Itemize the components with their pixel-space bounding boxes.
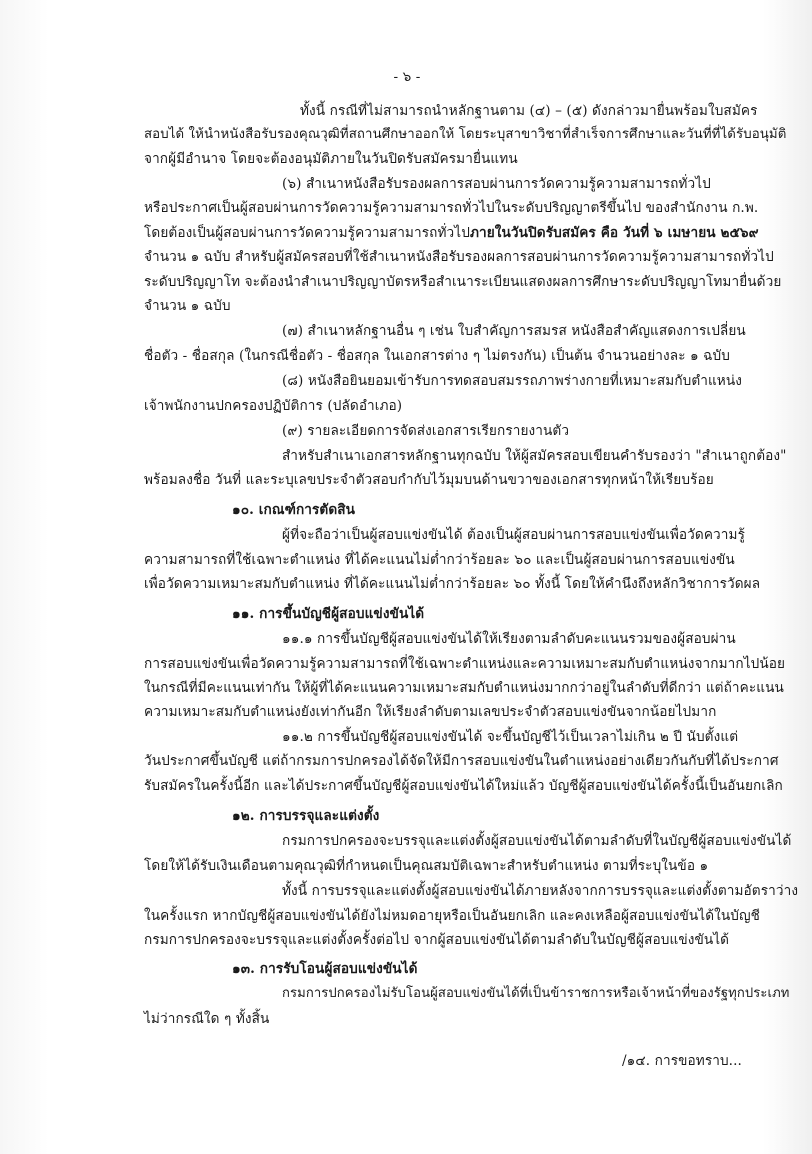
sec13-line-2: ไม่ว่ากรณีใด ๆ ทั้งสิ้น bbox=[144, 1011, 270, 1027]
sec12-p1-line-1: กรมการปกครองจะบรรจุและแต่งตั้งผู้สอบแข่งขันได้ตามลำดับที่ในบัญชีผู้สอบแข่งขันได้ bbox=[282, 833, 792, 849]
item-6-line-4: จำนวน ๑ ฉบับ สำหรับผู้สมัครสอบที่ใช้สำเนาหนังสือรับรองผลการสอบผ่านการวัดความรู้ความสามารถทั่วไป bbox=[144, 249, 774, 265]
sec11-p1-line-3: ในกรณีที่มีคะแนนเท่ากัน ให้ผู้ที่ได้คะแนนความเหมาะสมกับตำแหน่งมากกว่าอยู่ในลำดับที่ดีกว่า แต่ถ้าคะแนน bbox=[144, 680, 784, 696]
certify-line-1: สำหรับสำเนาเอกสารหลักฐานทุกฉบับ ให้ผู้สมัครสอบเขียนคำรับรองว่า "สำเนาถูกต้อง" bbox=[282, 448, 787, 464]
sec13-heading: ๑๓. การรับโอนผู้สอบแข่งขันได้ bbox=[232, 961, 418, 977]
item-8-line-2: เจ้าพนักงานปกครองปฏิบัติการ (ปลัดอำเภอ) bbox=[144, 398, 403, 414]
item-7-line-1: (๗) สำเนาหลักฐานอื่น ๆ เช่น ใบสำคัญการสมรส หนังสือสำคัญแสดงการเปลี่ยน bbox=[282, 323, 746, 339]
sec11-p2-line-3: รับสมัครในครั้งนี้อีก และได้ประกาศขึ้นบัญชีผู้สอบแข่งขันได้ใหม่แล้ว บัญชีผู้สอบแข่งขันได้ครั้งนี้เป็นอันยกเลิก bbox=[144, 778, 783, 794]
sec13-line-1: กรมการปกครองไม่รับโอนผู้สอบแข่งขันได้ที่เป็นข้าราชการหรือเจ้าหน้าที่ของรัฐทุกประเภท bbox=[282, 986, 790, 1001]
sec12-heading: ๑๒. การบรรจุและแต่งตั้ง bbox=[232, 808, 380, 824]
sec12-p2-line-2: ในครั้งแรก หากบัญชีผู้สอบแข่งขันได้ยังไม่หมดอายุหรือเป็นอันยกเลิก และคงเหลือผู้สอบแข่งขันได้ในบัญชี bbox=[144, 908, 761, 924]
item-6-line-6: จำนวน ๑ ฉบับ bbox=[144, 298, 231, 314]
certify-line-2: พร้อมลงชื่อ วันที่ และระบุเลขประจำตัวสอบกำกับไว้มุมบนด้านขวาของเอกสารทุกหน้าให้เรียบร้อย bbox=[144, 472, 714, 488]
sec11-p1-line-2: การสอบแข่งขันเพื่อวัดความรู้ความสามารถที่ใช้เฉพาะตำแหน่งและความเหมาะสมกับตำแหน่งจากมากไปน้อย bbox=[144, 656, 786, 672]
item-8-line-1: (๘) หนังสือยินยอมเข้ารับการทดสอบสมรรถภาพร่างกายที่เหมาะสมกับตำแหน่ง bbox=[282, 373, 743, 389]
sec9-cont-line-2: สอบได้ ให้นำหนังสือรับรองคุณวุฒิที่สถานศึกษาออกให้ โดยระบุสาขาวิชาที่สำเร็จการศึกษาและวันที่ที่ได้รับอนุมัติ bbox=[144, 127, 787, 142]
continuation-footer: /๑๔. การขอทราบ... bbox=[622, 1053, 742, 1069]
item-6-line-3-text: โดยต้องเป็นผู้สอบผ่านการวัดความรู้ความสามารถทั่วไป bbox=[144, 225, 470, 241]
application-deadline: ภายในวันปิดรับสมัคร คือ วันที่ ๖ เมษายน ๒๕๖๙ bbox=[469, 225, 759, 241]
page-number: - ๖ - bbox=[393, 69, 421, 85]
sec9-cont-line-3: จากผู้มีอำนาจ โดยจะต้องอนุมัติภายในวันปิดรับสมัครมายื่นแทน bbox=[144, 151, 518, 167]
item-6-line-5: ระดับปริญญาโท จะต้องนำสำเนาปริญญาบัตรหรือสำเนาระเบียนแสดงผลการศึกษาระดับปริญญาโทมายื่นด้วย bbox=[144, 274, 782, 290]
sec10-line-1: ผู้ที่จะถือว่าเป็นผู้สอบแข่งขันได้ ต้องเป็นผู้สอบผ่านการสอบแข่งขันเพื่อวัดความรู้ bbox=[282, 527, 745, 543]
sec11-p1-line-1: ๑๑.๑ การขึ้นบัญชีผู้สอบแข่งขันได้ให้เรียงตามลำดับคะแนนรวมของผู้สอบผ่าน bbox=[282, 631, 736, 647]
sec9-cont-line-1: ทั้งนี้ กรณีที่ไม่สามารถนำหลักฐานตาม (๔) – (๕) ดังกล่าวมายื่นพร้อมใบสมัคร bbox=[300, 103, 758, 119]
sec12-p1-line-2: โดยให้ได้รับเงินเดือนตามคุณวุฒิที่กำหนดเป็นคุณสมบัติเฉพาะสำหรับตำแหน่ง ตามที่ระบุในข้อ ๑ bbox=[144, 858, 709, 874]
item-6-line-3 bbox=[144, 222, 759, 244]
item-6-line-2: หรือประกาศเป็นผู้สอบผ่านการวัดความรู้ความสามารถทั่วไปในระดับปริญญาตรีขึ้นไป ของสำนักงาน ก.พ. bbox=[144, 200, 759, 216]
sec11-p2-line-2: วันประกาศขึ้นบัญชี แต่ถ้ากรมการปกครองได้จัดให้มีการสอบแข่งขันในตำแหน่งอย่างเดียวกันกับที่ได้ประกาศ bbox=[144, 753, 779, 769]
sec10-line-2: ความสามารถที่ใช้เฉพาะตำแหน่ง ที่ได้คะแนนไม่ต่ำกว่าร้อยละ ๖๐ และเป็นผู้สอบผ่านการสอบแข่งขัน bbox=[144, 552, 735, 568]
sec10-line-3: เพื่อวัดความเหมาะสมกับตำแหน่ง ที่ได้คะแนนไม่ต่ำกว่าร้อยละ ๖๐ ทั้งนี้ โดยให้คำนึงถึงหลักวิชาการวัดผล bbox=[144, 576, 761, 592]
sec11-heading: ๑๑. การขึ้นบัญชีผู้สอบแข่งขันได้ bbox=[232, 606, 425, 622]
sec12-p2-line-1: ทั้งนี้ การบรรจุและแต่งตั้งผู้สอบแข่งขันได้ภายหลังจากการบรรจุและแต่งตั้งตามอัตราว่าง bbox=[282, 883, 799, 899]
item-6-line-1: (๖) สำเนาหนังสือรับรองผลการสอบผ่านการวัดความรู้ความสามารถทั่วไป bbox=[282, 176, 711, 192]
sec11-p2-line-1: ๑๑.๒ การขึ้นบัญชีผู้สอบแข่งขันได้ จะขึ้นบัญชีไว้เป็นเวลาไม่เกิน ๒ ปี นับตั้งแต่ bbox=[282, 729, 739, 745]
item-7-line-2: ชื่อตัว - ชื่อสกุล (ในกรณีชื่อตัว - ชื่อสกุล ในเอกสารต่าง ๆ ไม่ตรงกัน) เป็นต้น จำนวนอย่างละ ๑ ฉบับ bbox=[144, 348, 730, 364]
sec11-p1-line-4: ความเหมาะสมกับตำแหน่งยังเท่ากันอีก ให้เรียงลำดับตามเลขประจำตัวสอบแข่งขันจากน้อยไปมาก bbox=[144, 704, 717, 720]
sec10-heading: ๑๐. เกณฑ์การตัดสิน bbox=[232, 502, 356, 518]
sec12-p2-line-3: กรมการปกครองจะบรรจุและแต่งตั้งครั้งต่อไป จากผู้สอบแข่งขันได้ตามลำดับในบัญชีผู้สอบแข่งขันได้ bbox=[144, 932, 730, 948]
item-9-line-1: (๙) รายละเอียดการจัดส่งเอกสารเรียกรายงานตัว bbox=[282, 423, 570, 439]
